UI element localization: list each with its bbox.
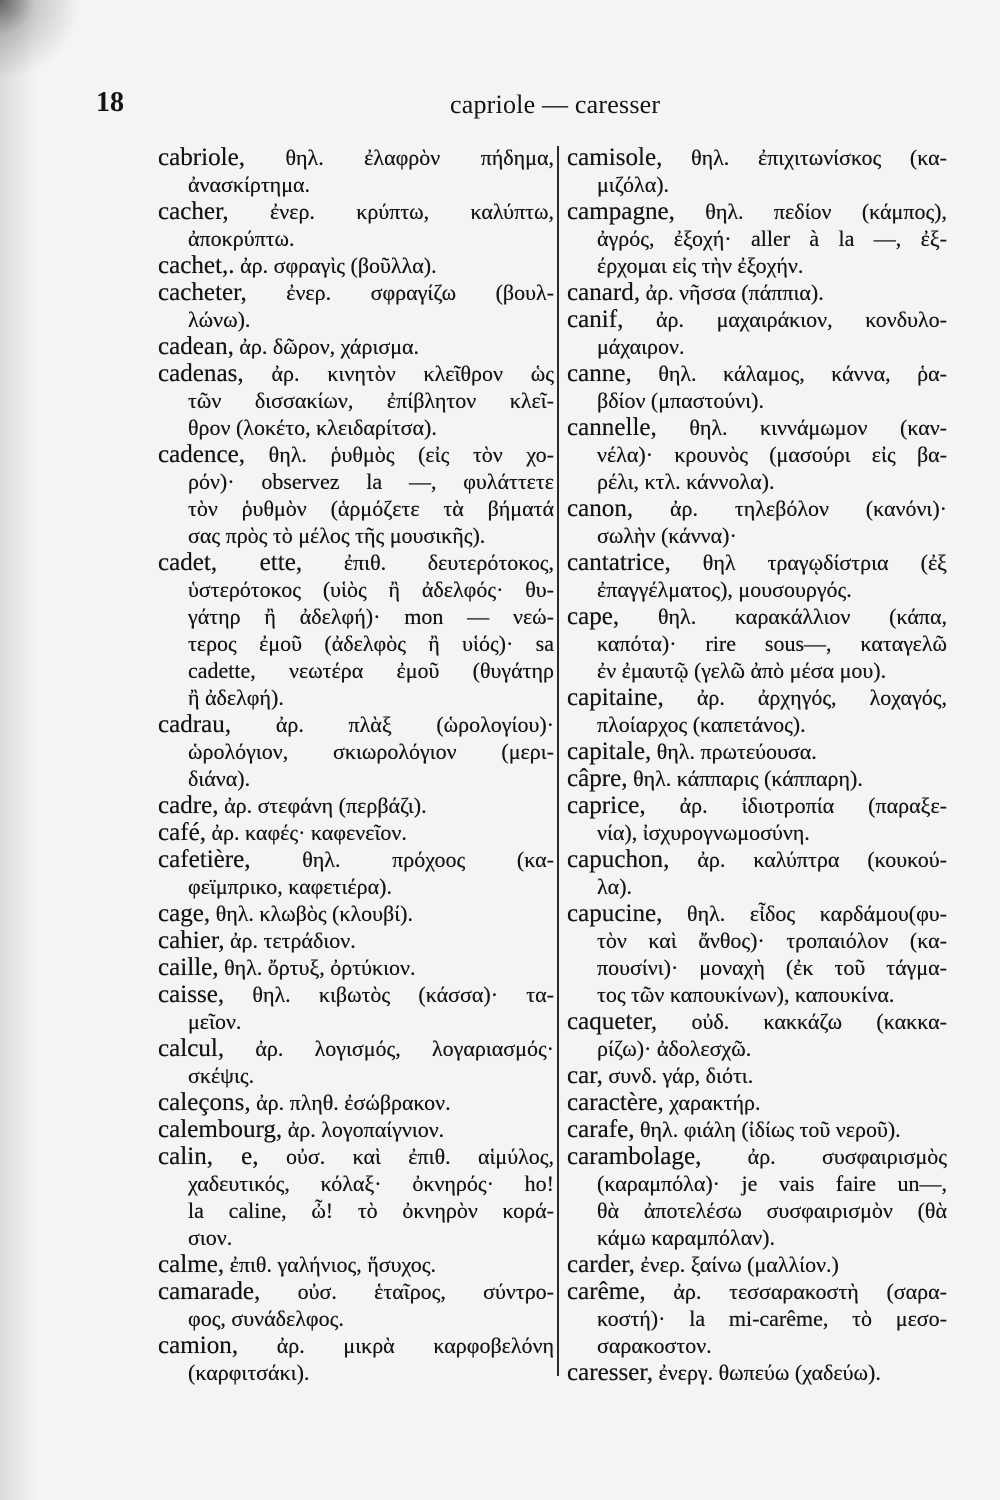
headword: camion, — [158, 1332, 239, 1359]
entry-first-line — [158, 1035, 554, 1062]
headword: carême, — [567, 1278, 646, 1305]
headword: café, — [158, 819, 207, 846]
headword: cantatrice, — [567, 549, 671, 576]
definition-text: ἀρ. καφές· καφενεῖον. — [211, 820, 407, 845]
entry-continuation-line — [567, 981, 947, 1008]
entry-first-line — [567, 1143, 947, 1170]
entry-continuation-line — [158, 1008, 554, 1035]
definition-text: θηλ. πρόχοος (κα- — [302, 847, 554, 872]
dictionary-entry — [158, 144, 554, 198]
definition-text: χαρακτήρ. — [669, 1090, 761, 1115]
dictionary-entry — [567, 1116, 947, 1143]
entry-continuation-line — [158, 657, 554, 684]
definition-text: la caline, ὦ! τὸ ὀκνηρὸν κορά- — [188, 1198, 554, 1223]
entry-first-line — [158, 360, 554, 387]
definition-text: συνδ. γάρ, διότι. — [608, 1063, 754, 1088]
dictionary-entry — [567, 603, 947, 684]
definition-text: τὸν καὶ ἄνθος)· τροπαιόλον (κα- — [597, 928, 947, 953]
dictionary-entry — [567, 360, 947, 414]
entry-continuation-line — [158, 225, 554, 252]
definition-text: ἀγρός, ἐξοχή· aller à la —, ἐξ- — [597, 226, 947, 251]
dictionary-entry — [567, 846, 947, 900]
definition-text: ἀρ. καλύπτρα (κουκού- — [697, 847, 947, 872]
entry-first-line — [567, 1251, 947, 1278]
entry-first-line — [158, 954, 554, 981]
entry-continuation-line — [158, 1197, 554, 1224]
entry-continuation-line — [158, 765, 554, 792]
entry-continuation-line — [567, 1305, 947, 1332]
entry-first-line — [158, 792, 554, 819]
entry-continuation-line — [158, 873, 554, 900]
definition-text: ἀρ. συσφαιρισμὸς — [747, 1144, 947, 1169]
definition-text: (καραμπόλα)· je vais faire un—, — [597, 1171, 947, 1196]
definition-text: θηλ. καρακάλλιον (κάπα, — [658, 604, 947, 629]
definition-text: cadette, νεωτέρα ἐμοῦ (θυγάτηρ — [188, 658, 554, 683]
dictionary-entry — [158, 549, 554, 711]
entry-continuation-line — [158, 306, 554, 333]
definition-text: καπότα)· rire sous—, καταγελῶ — [597, 631, 947, 656]
dictionary-entry — [567, 279, 947, 306]
entry-continuation-line — [158, 1224, 554, 1251]
definition-text: κοστή)· la mi-carême, τὸ μεσο- — [597, 1306, 947, 1331]
definition-text: ἀρ. κινητὸν κλεῖθρον ὡς — [271, 361, 554, 386]
entry-continuation-line — [158, 171, 554, 198]
entry-continuation-line — [567, 657, 947, 684]
headword: cacheter, — [158, 279, 247, 306]
definition-text: σιον. — [188, 1225, 233, 1250]
entry-continuation-line — [567, 441, 947, 468]
definition-text: λώνω). — [188, 307, 251, 332]
definition-text: ρόν)· observez la —, φυλάττετε — [188, 469, 554, 494]
entry-first-line — [567, 792, 947, 819]
entry-continuation-line — [567, 1332, 947, 1359]
entry-continuation-line — [158, 1359, 554, 1386]
headword: carder, — [567, 1251, 635, 1278]
definition-text: ἐνερ. κρύπτω, καλύπτω, — [270, 199, 554, 224]
entry-continuation-line — [158, 387, 554, 414]
dictionary-entry — [567, 1143, 947, 1251]
entry-first-line — [567, 279, 947, 306]
right-column — [567, 144, 947, 1386]
definition-text: θηλ. εἶδος καρδάμου(φυ- — [687, 901, 948, 926]
headword: cacher, — [158, 198, 229, 225]
headword: capitale, — [567, 738, 652, 765]
definition-text: θρον (λοκέτο, κλειδαρίτσα). — [188, 415, 437, 440]
entry-first-line — [567, 495, 947, 522]
dictionary-entry — [567, 1278, 947, 1359]
headword: cape, — [567, 603, 620, 630]
definition-text: τῶν δισσακίων, ἐπίβλητον κλεῖ- — [188, 388, 554, 413]
headword: capitaine, — [567, 684, 664, 711]
definition-text: τερος ἐμοῦ (ἀδελφὸς ἢ υἱός)· sa — [188, 631, 554, 656]
dictionary-entry — [567, 1089, 947, 1116]
entry-first-line — [158, 279, 554, 306]
entry-first-line — [158, 927, 554, 954]
definition-text: ἐπιθ. δευτερότοκος, — [343, 550, 555, 575]
headword: cadrau, — [158, 711, 232, 738]
definition-text: ἐπαγγέλματος), μουσουργός. — [597, 577, 852, 602]
entry-continuation-line — [158, 738, 554, 765]
headword: calcul, — [158, 1035, 225, 1062]
definition-text: τος τῶν καπουκίνων), καπουκίνα. — [597, 982, 895, 1007]
definition-text: ἀρ. πληθ. ἐσώβρακον. — [256, 1090, 451, 1115]
dictionary-entry — [158, 1116, 554, 1143]
headword: cadean, — [158, 333, 234, 360]
entry-first-line — [567, 1089, 947, 1116]
dictionary-entry — [158, 441, 554, 549]
definition-text: έρχομαι εἰς τὴν ἐξοχήν. — [597, 253, 804, 278]
entry-continuation-line — [567, 1224, 947, 1251]
entry-continuation-line — [158, 468, 554, 495]
entry-continuation-line — [567, 225, 947, 252]
entry-first-line — [158, 333, 554, 360]
definition-text: θηλ. ἐλαφρὸν πήδημα, — [285, 145, 554, 170]
definition-text: ὑστερότοκος (υἱὸς ἢ ἀδελφός· θυ- — [188, 577, 554, 602]
definition-text: μάχαιρον. — [597, 334, 685, 359]
entry-continuation-line — [158, 630, 554, 657]
definition-text: ἐνερ. σφραγίζω (βουλ- — [286, 280, 554, 305]
headword: cadence, — [158, 441, 246, 468]
entry-first-line — [567, 198, 947, 225]
entry-continuation-line — [567, 873, 947, 900]
definition-text: σαρακοστον. — [597, 1333, 712, 1358]
headword: canne, — [567, 360, 632, 387]
dictionary-entry — [567, 1062, 947, 1089]
dictionary-entry — [567, 549, 947, 603]
definition-text: θηλ. ἐπιχιτωνίσκος (κα- — [691, 145, 948, 170]
definition-text: φεϊμπρικο, καφετιέρα). — [188, 874, 392, 899]
headword: cadre, — [158, 792, 219, 819]
headword: cannelle, — [567, 414, 657, 441]
entry-first-line — [158, 1251, 554, 1278]
definition-text: βδίον (μπαστούνι). — [597, 388, 764, 413]
definition-text: οὐσ. καὶ ἐπιθ. αἱμύλος, — [285, 1144, 555, 1169]
definition-text: οὐδ. κακκάζω (κακκα- — [691, 1009, 947, 1034]
headword: canon, — [567, 495, 634, 522]
headword: canard, — [567, 279, 641, 306]
headword: caisse, — [158, 981, 225, 1008]
definition-text: ἀρ. μικρὰ καρφοβελόνη — [276, 1333, 554, 1358]
headword: cadenas, — [158, 360, 244, 387]
definition-text: νία), ἰσχυρογνωμοσύνη. — [597, 820, 810, 845]
entry-continuation-line — [158, 495, 554, 522]
headword: capuchon, — [567, 846, 670, 873]
headword: canif, — [567, 306, 624, 333]
definition-text: μιζόλα). — [597, 172, 670, 197]
definition-text: σωλὴν (κάννα)· — [597, 523, 737, 548]
definition-text: (καρφιτσάκι). — [188, 1360, 310, 1385]
dictionary-entry — [158, 1143, 554, 1251]
dictionary-entry — [567, 900, 947, 1008]
headword: cafetière, — [158, 846, 251, 873]
definition-text: λα). — [597, 874, 633, 899]
entry-first-line — [567, 1008, 947, 1035]
definition-text: ἀρ. πλὰξ (ὡρολογίου)· — [275, 712, 554, 737]
definition-text: θηλ. πεδίον (κάμπος), — [705, 199, 947, 224]
headword: caille, — [158, 954, 219, 981]
entry-continuation-line — [567, 630, 947, 657]
definition-text: ἀρ. τεσσαρακοστὴ (σαρα- — [673, 1279, 947, 1304]
definition-text: θηλ. κιβωτὸς (κάσσα)· τα- — [252, 982, 554, 1007]
definition-text: ἀρ. λογισμός, λογαριασμός· — [255, 1036, 554, 1061]
entry-continuation-line — [567, 576, 947, 603]
definition-text: νέλα)· κρουνὸς (μασούρι εἰς βα- — [597, 442, 947, 467]
entry-first-line — [158, 441, 554, 468]
column-divider — [557, 146, 559, 1376]
entry-continuation-line — [158, 576, 554, 603]
dictionary-entry — [158, 333, 554, 360]
headword: cahier, — [158, 927, 225, 954]
dictionary-entry — [158, 360, 554, 441]
entry-continuation-line — [567, 468, 947, 495]
definition-text: θηλ τραγῳδίστρια (ἐξ — [702, 550, 947, 575]
dictionary-entry — [158, 1089, 554, 1116]
headword: camisole, — [567, 144, 663, 171]
entry-first-line — [567, 360, 947, 387]
entry-first-line — [567, 1359, 947, 1386]
dictionary-entry — [158, 981, 554, 1035]
definition-text: γάτηρ ἢ ἀδελφή)· mon — νεώ- — [188, 604, 554, 629]
entry-first-line — [158, 252, 554, 279]
dictionary-entry — [158, 900, 554, 927]
definition-text: ἀρ. δῶρον, χάρισμα. — [239, 334, 420, 359]
definition-text: ρίζω)· ἀδολεσχῶ. — [597, 1036, 752, 1061]
definition-text: ἐνεργ. θωπεύω (χαδεύω). — [658, 1360, 881, 1385]
page-number: 18 — [96, 87, 124, 118]
definition-text: ἐνερ. ξαίνω (μαλλίον.) — [640, 1252, 839, 1277]
entry-first-line — [567, 765, 947, 792]
entry-first-line — [158, 1116, 554, 1143]
entry-first-line — [567, 414, 947, 441]
entry-first-line — [567, 144, 947, 171]
entry-first-line — [158, 1143, 554, 1170]
headword: cabriole, — [158, 144, 246, 171]
definition-text: τὸν ῥυθμὸν (ἁρμόζετε τὰ βήματά — [188, 496, 554, 521]
dictionary-entry — [567, 792, 947, 846]
entry-first-line — [158, 1332, 554, 1359]
entry-continuation-line — [567, 1197, 947, 1224]
headword: caleçons, — [158, 1089, 251, 1116]
entry-first-line — [158, 711, 554, 738]
dictionary-entry — [158, 819, 554, 846]
entry-first-line — [567, 738, 947, 765]
dictionary-entry — [567, 738, 947, 765]
dictionary-entry — [158, 927, 554, 954]
entry-continuation-line — [567, 252, 947, 279]
definition-text: ἢ ἀδελφή). — [188, 685, 284, 710]
definition-text: θηλ. φιάλη (ἰδίως τοῦ νεροῦ). — [640, 1117, 901, 1142]
dictionary-entry — [567, 765, 947, 792]
definition-text: σας πρὸς τὸ μέλος τῆς μουσικῆς). — [188, 523, 486, 548]
headword: carafe, — [567, 1116, 635, 1143]
entry-first-line — [567, 846, 947, 873]
dictionary-entry — [567, 684, 947, 738]
entry-first-line — [158, 819, 554, 846]
headword: campagne, — [567, 198, 675, 225]
definition-text: ἀποκρύπτω. — [188, 226, 295, 251]
definition-text: κάμω καραμπόλαν). — [597, 1225, 775, 1250]
definition-text: θηλ. πρωτεύουσα. — [656, 739, 817, 764]
entry-first-line — [158, 981, 554, 1008]
headword: capucine, — [567, 900, 663, 927]
definition-text: θηλ. κάππαρις (κάππαρη). — [633, 766, 863, 791]
left-column — [158, 144, 554, 1386]
definition-text: ὡρολόγιον, σκιωρολόγιον (μερι- — [188, 739, 554, 764]
definition-text: ἀρ. λογοπαίγνιον. — [287, 1117, 445, 1142]
definition-text: ἀρ. τηλεβόλον (κανόνι)· — [670, 496, 947, 521]
definition-text: θὰ ἀποτελέσω συσφαιρισμὸν (θὰ — [597, 1198, 947, 1223]
dictionary-entry — [567, 306, 947, 360]
definition-text: ἐπιθ. γαλήνιος, ἥσυχος. — [229, 1252, 436, 1277]
definition-text: ἀρ. σφραγὶς (βοῦλλα). — [240, 253, 437, 278]
definition-text: οὐσ. ἑταῖρος, σύντρο- — [297, 1279, 555, 1304]
entry-first-line — [567, 900, 947, 927]
entry-first-line — [567, 306, 947, 333]
entry-continuation-line — [158, 603, 554, 630]
headword: carambolage, — [567, 1143, 702, 1170]
dictionary-entry — [158, 954, 554, 981]
dictionary-entry — [158, 1278, 554, 1332]
entry-continuation-line — [158, 414, 554, 441]
entry-first-line — [158, 1278, 554, 1305]
dictionary-entry — [567, 198, 947, 279]
headword: calembourg, — [158, 1116, 283, 1143]
definition-text: ρέλι, κτλ. κάννολα). — [597, 469, 775, 494]
entry-first-line — [158, 198, 554, 225]
dictionary-entry — [158, 711, 554, 792]
definition-text: ἀρ. μαχαιράκιον, κονδυλο- — [656, 307, 948, 332]
definition-text: θηλ. κλωβὸς (κλουβί). — [215, 901, 413, 926]
dictionary-entry — [158, 846, 554, 900]
headword: calin, e, — [158, 1143, 259, 1170]
headword: car, — [567, 1062, 603, 1089]
dictionary-entry — [158, 279, 554, 333]
entry-first-line — [158, 144, 554, 171]
dictionary-entry — [158, 252, 554, 279]
definition-text: φος, συνάδελφος. — [188, 1306, 344, 1331]
entry-continuation-line — [158, 1062, 554, 1089]
dictionary-entry — [567, 495, 947, 549]
headword: calme, — [158, 1251, 225, 1278]
entry-first-line — [567, 1278, 947, 1305]
definition-text: ἀρ. νῆσσα (πάππια). — [645, 280, 824, 305]
dictionary-entry — [567, 1359, 947, 1386]
entry-first-line — [567, 1062, 947, 1089]
headword: caractère, — [567, 1089, 664, 1116]
entry-first-line — [158, 1089, 554, 1116]
entry-continuation-line — [567, 927, 947, 954]
dictionary-entry — [567, 414, 947, 495]
definition-text: ἀρ. στεφάνη (περβάζι). — [224, 793, 427, 818]
headword: cachet,. — [158, 252, 235, 279]
entry-first-line — [158, 549, 554, 576]
entry-first-line — [567, 603, 947, 630]
entry-continuation-line — [567, 819, 947, 846]
definition-text: ἐν ἐμαυτῷ (γελῶ ἀπὸ μέσα μου). — [597, 658, 887, 683]
entry-first-line — [567, 684, 947, 711]
entry-continuation-line — [567, 522, 947, 549]
dictionary-entry — [158, 1251, 554, 1278]
entry-first-line — [158, 846, 554, 873]
definition-text: θηλ. ῥυθμὸς (εἰς τὸν χο- — [268, 442, 555, 467]
definition-text: ἀνασκίρτημα. — [188, 172, 311, 197]
entry-continuation-line — [567, 711, 947, 738]
entry-continuation-line — [158, 1170, 554, 1197]
entry-continuation-line — [158, 522, 554, 549]
headword: caprice, — [567, 792, 646, 819]
headword: cadet, ette, — [158, 549, 303, 576]
definition-text: διάνα). — [188, 766, 251, 791]
headword: caresser, — [567, 1359, 654, 1386]
entry-continuation-line — [567, 333, 947, 360]
dictionary-entry — [158, 1035, 554, 1089]
entry-continuation-line — [158, 1305, 554, 1332]
entry-continuation-line — [567, 954, 947, 981]
entry-continuation-line — [567, 1170, 947, 1197]
dictionary-entry — [567, 1251, 947, 1278]
dictionary-entry — [158, 1332, 554, 1386]
entry-continuation-line — [567, 171, 947, 198]
entry-first-line — [567, 549, 947, 576]
entry-continuation-line — [567, 387, 947, 414]
definition-text: ἀρ. ἰδιοτροπία (παραξε- — [679, 793, 948, 818]
definition-text: χαδευτικός, κόλαξ· ὀκνηρός· ho! — [188, 1171, 554, 1196]
running-title: capriole — caresser — [450, 90, 661, 119]
definition-text: πουσίνι)· μοναχὴ (ἐκ τοῦ τάγμα- — [597, 955, 947, 980]
headword: caqueter, — [567, 1008, 658, 1035]
definition-text: ἀρ. ἀρχηγός, λοχαγός, — [696, 685, 947, 710]
definition-text: θηλ. ὄρτυξ, ὀρτύκιον. — [224, 955, 416, 980]
headword: camarade, — [158, 1278, 261, 1305]
definition-text: θηλ. κάλαμος, κάννα, ῥα- — [658, 361, 947, 386]
entry-first-line — [567, 1116, 947, 1143]
entry-first-line — [158, 900, 554, 927]
entry-continuation-line — [567, 1035, 947, 1062]
dictionary-entry — [158, 198, 554, 252]
definition-text: σκέψις. — [188, 1063, 255, 1088]
entry-continuation-line — [158, 684, 554, 711]
dictionary-entry — [567, 144, 947, 198]
headword: câpre, — [567, 765, 628, 792]
dictionary-entry — [567, 1008, 947, 1062]
definition-text: ἀρ. τετράδιον. — [230, 928, 356, 953]
headword: cage, — [158, 900, 211, 927]
definition-text: πλοίαρχος (καπετάνος). — [597, 712, 806, 737]
definition-text: θηλ. κιννάμωμον (καν- — [689, 415, 948, 440]
definition-text: μεῖον. — [188, 1009, 242, 1034]
dictionary-entry — [158, 792, 554, 819]
